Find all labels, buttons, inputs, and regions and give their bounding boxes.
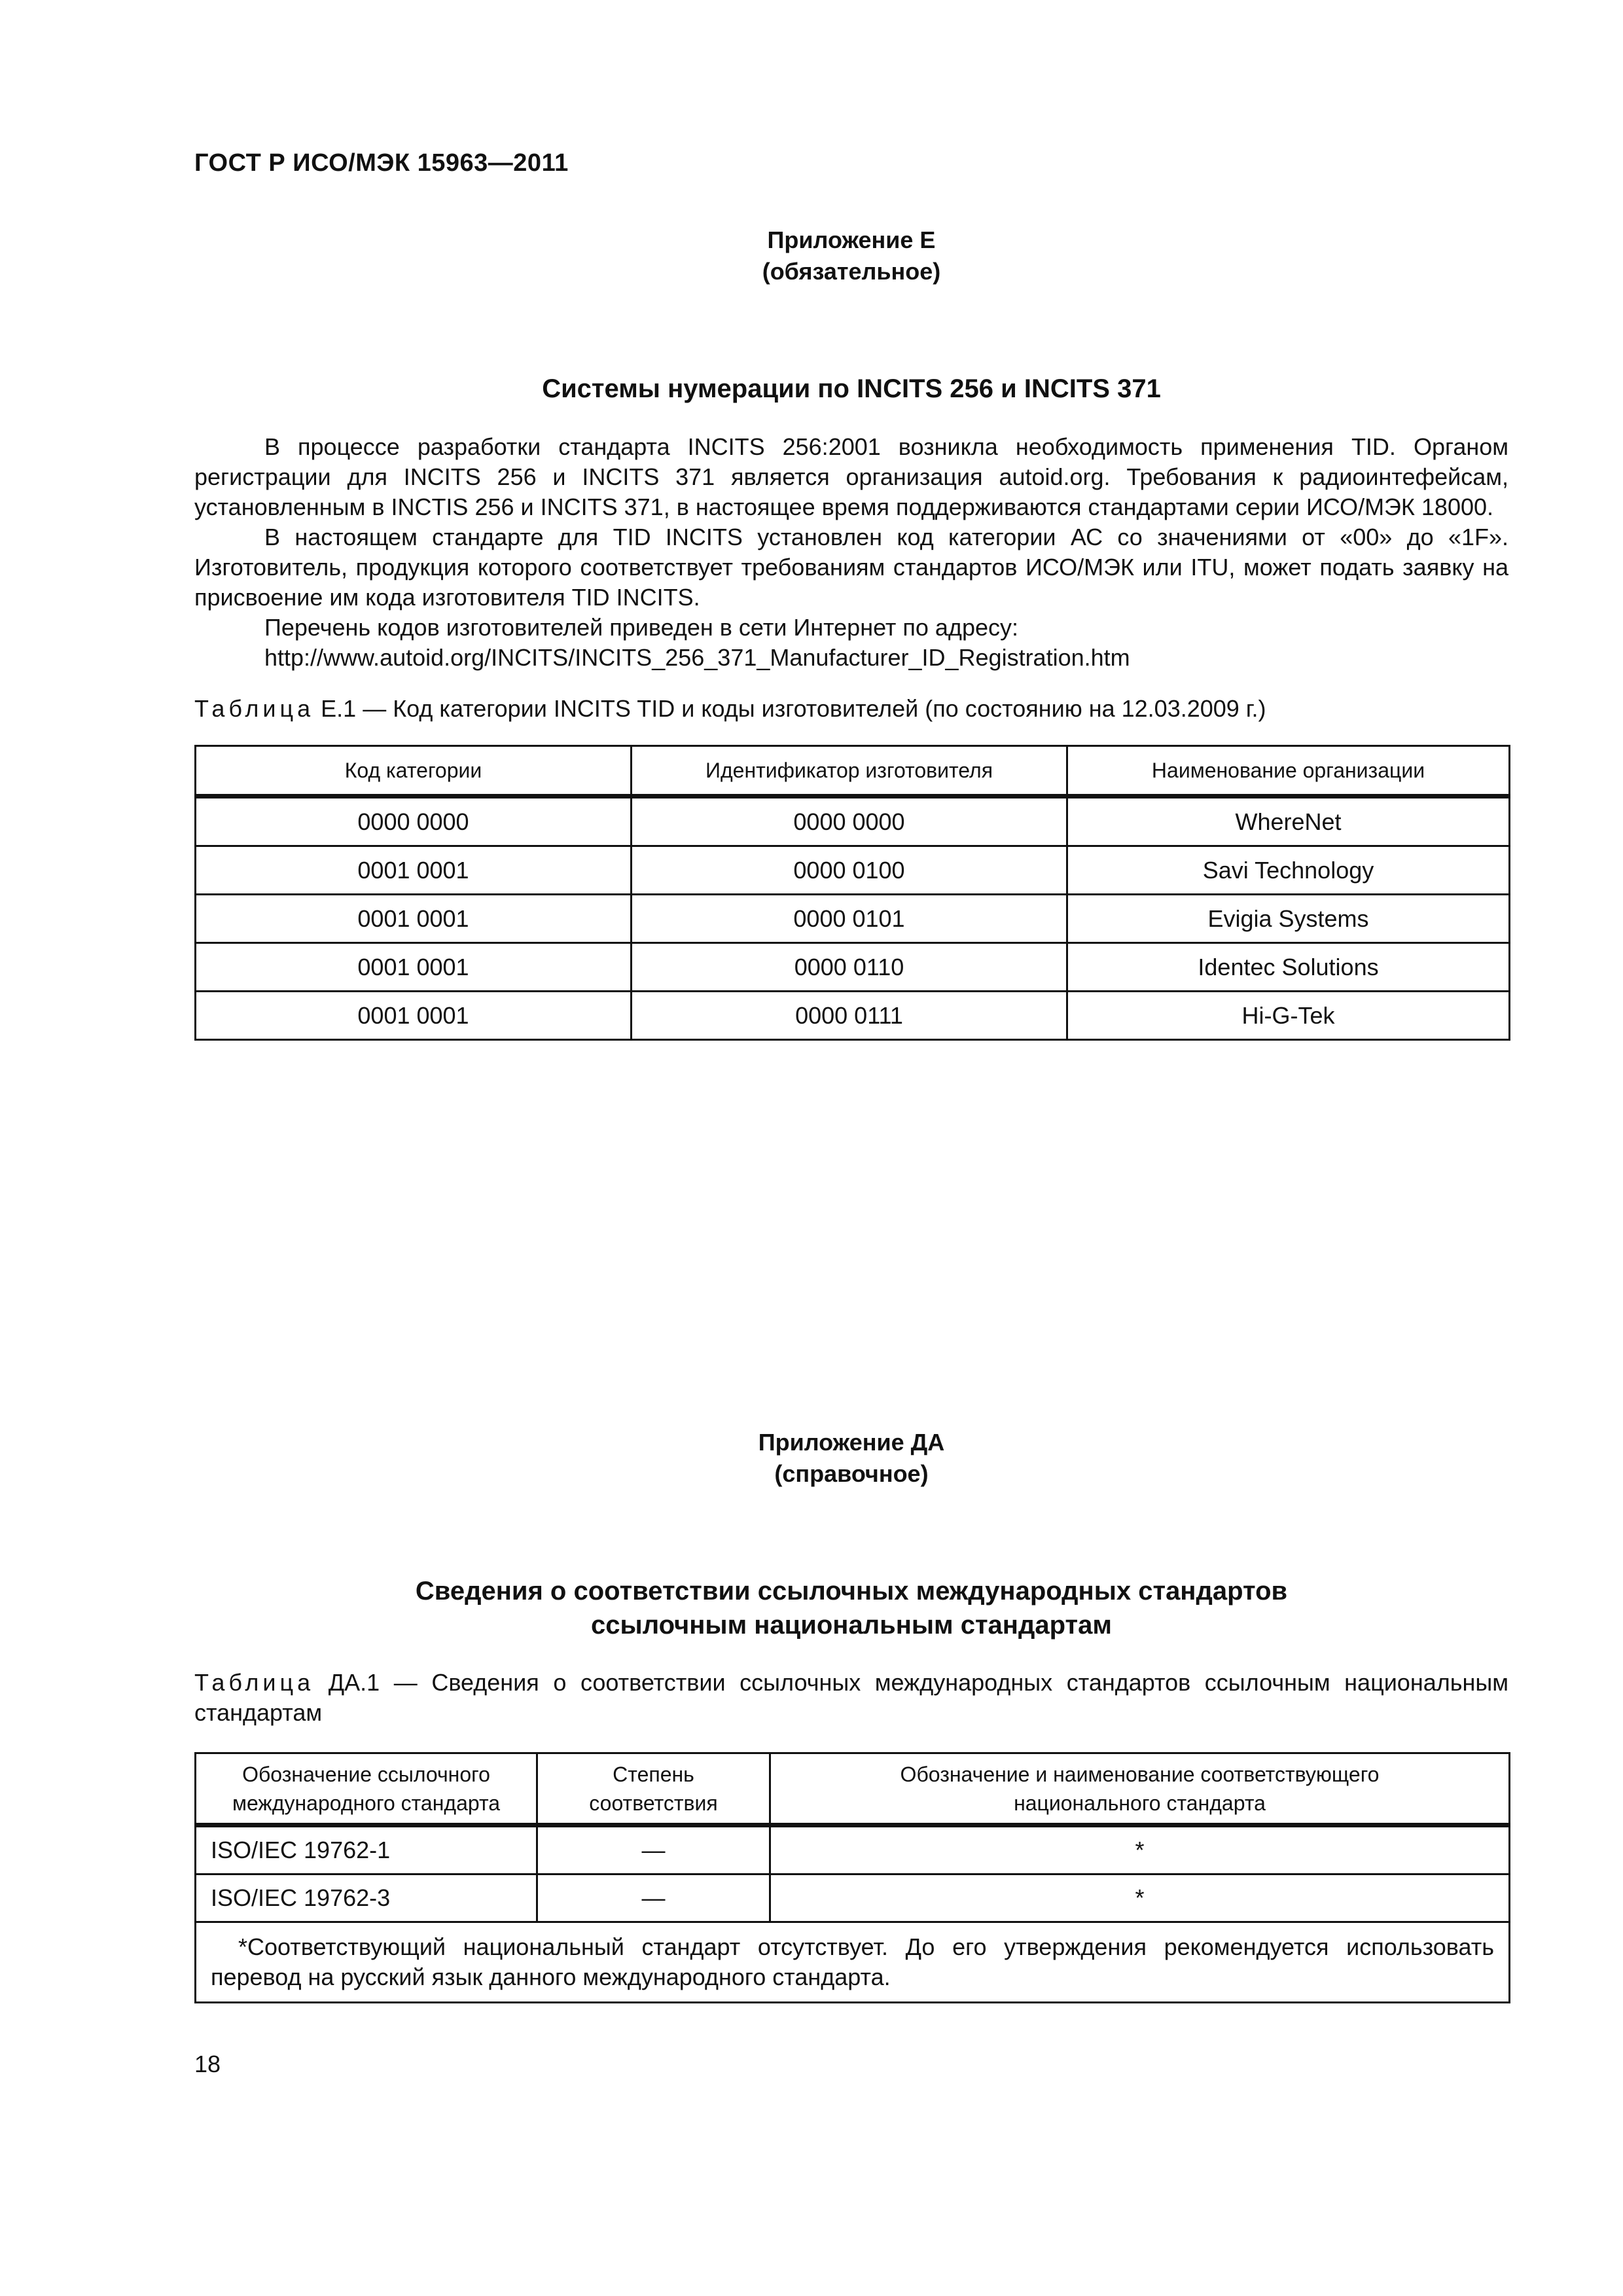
table-cell: ISO/IEC 19762-3 [196, 1874, 537, 1922]
appendix-da-title-block [194, 1427, 1508, 1490]
column-header-line: международного стандарта [232, 1791, 501, 1815]
table-footnote-text: *Соответствующий национальный стандарт отсутствует. До его утверждения рекомендуется использовать перевод на русский язык данного международного стандарта. [211, 1933, 1494, 1990]
column-header-line: Обозначение и наименование соответствующего [900, 1762, 1380, 1786]
table-cell: * [770, 1874, 1510, 1922]
table-cell: Identec Solutions [1067, 943, 1510, 992]
table-cell: 0000 0101 [632, 895, 1067, 943]
table-cell: 0001 0001 [196, 992, 632, 1040]
table-cell: 0000 0100 [632, 846, 1067, 895]
appendix-e-body [194, 432, 1508, 673]
paragraph: В настоящем стандарте для TID INCITS установлен код категории АС со значениями от «00» до «1F». Изготовитель, продукция которого соответствует требованиям стандартов ИСО/МЭК или ITU, может подать заявку на присвоение им кода изготовителя TID INCITS. [194, 524, 1508, 611]
table-cell: WhereNet [1067, 797, 1510, 846]
table-e1-caption-text: Е.1 — Код категории INCITS TID и коды изготовителей (по состоянию на 12.03.2009 г.) [321, 695, 1266, 722]
table-cell: 0000 0111 [632, 992, 1067, 1040]
table-da1-caption-text: ДА.1 — Сведения о соответствии ссылочных международных стандартов ссылочным национальным стандартам [194, 1669, 1508, 1726]
page-number: 18 [194, 2051, 221, 2077]
table-row [196, 846, 1510, 895]
table-cell: ISO/IEC 19762-1 [196, 1825, 537, 1874]
table-cell: — [537, 1874, 770, 1922]
column-header-line: национального стандарта [1014, 1791, 1266, 1815]
table-e1 [194, 745, 1510, 1041]
table-row [196, 1874, 1510, 1922]
registration-url[interactable]: http://www.autoid.org/INCITS/INCITS_256_371_Manufacturer_ID_Registration.htm [264, 644, 1130, 671]
column-header-line: соответствия [589, 1791, 718, 1815]
table-word: Таблица [194, 1669, 315, 1696]
table-row [196, 992, 1510, 1040]
table-row [196, 797, 1510, 846]
paragraph: В процессе разработки стандарта INCITS 256:2001 возникла необходимость применения TID. Органом регистрации для INCITS 256 и INCITS 371 является организация autoid.org. Требования к радиоинтефейсам, установленным в INCTIS 256 и INCITS 371, в настоящее время поддерживаются стандартами серии ИСО/МЭК 18000. [194, 433, 1508, 520]
table-cell: 0001 0001 [196, 943, 632, 992]
appendix-e-title: Приложение Е [767, 226, 936, 253]
table-cell: 0001 0001 [196, 895, 632, 943]
column-header: Наименование организации [1067, 746, 1510, 797]
column-header [537, 1753, 770, 1825]
table-footnote [196, 1922, 1510, 2003]
table-cell: 0001 0001 [196, 846, 632, 895]
table-header-row [196, 746, 1510, 797]
appendix-da-status: (справочное) [774, 1460, 929, 1487]
document-header: ГОСТ Р ИСО/МЭК 15963—2011 [194, 149, 569, 177]
table-header-row [196, 1753, 1510, 1825]
appendix-e-status: (обязательное) [762, 258, 941, 285]
table-cell: * [770, 1825, 1510, 1874]
column-header-line: Обозначение ссылочного [242, 1762, 490, 1786]
table-cell: — [537, 1825, 770, 1874]
table-cell: Evigia Systems [1067, 895, 1510, 943]
table-footnote-row [196, 1922, 1510, 2003]
table-e1-caption [194, 694, 1508, 724]
table-da1 [194, 1752, 1510, 2003]
column-header [196, 1753, 537, 1825]
column-header: Код категории [196, 746, 632, 797]
table-row [196, 895, 1510, 943]
table-word: Таблица [194, 695, 315, 722]
table-cell: Savi Technology [1067, 846, 1510, 895]
appendix-da-heading [194, 1574, 1508, 1642]
column-header-line: Степень [613, 1762, 694, 1786]
table-da1-caption [194, 1668, 1508, 1728]
table-cell: 0000 0000 [196, 797, 632, 846]
table-cell: 0000 0110 [632, 943, 1067, 992]
table-cell: Hi-G-Tek [1067, 992, 1510, 1040]
paragraph: Перечень кодов изготовителей приведен в сети Интернет по адресу: [264, 614, 1018, 641]
appendix-e-heading: Системы нумерации по INCITS 256 и INCITS 371 [542, 374, 1161, 403]
column-header: Идентификатор изготовителя [632, 746, 1067, 797]
appendix-da-heading-line2: ссылочным национальным стандартам [591, 1611, 1112, 1640]
appendix-da-heading-line1: Сведения о соответствии ссылочных международных стандартов [415, 1577, 1288, 1605]
table-cell: 0000 0000 [632, 797, 1067, 846]
appendix-da-title: Приложение ДА [758, 1429, 945, 1456]
table-row [196, 1825, 1510, 1874]
column-header [770, 1753, 1510, 1825]
table-row [196, 943, 1510, 992]
appendix-e-title-block [194, 224, 1508, 287]
